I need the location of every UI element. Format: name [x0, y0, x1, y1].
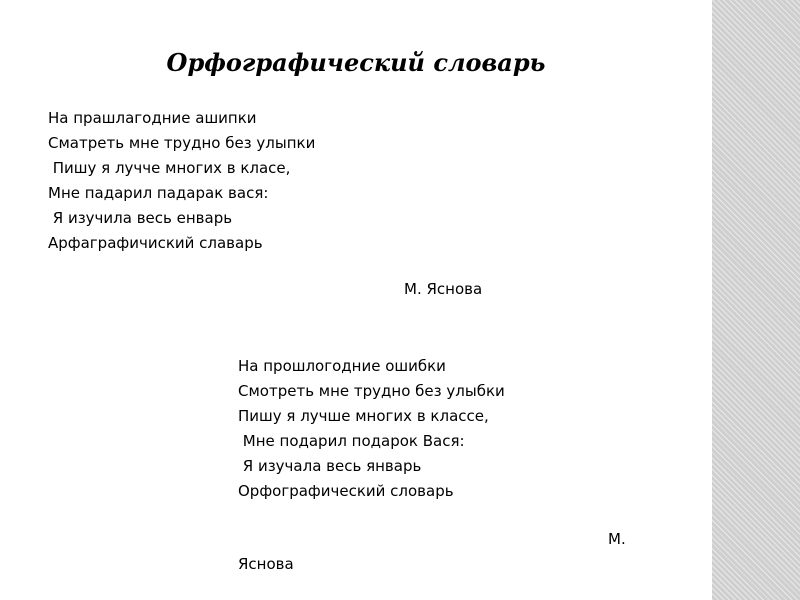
poem-corrected: [238, 354, 505, 504]
poem-with-errors: [48, 106, 315, 256]
poem-line: Я изучила весь енварь: [48, 209, 233, 227]
poem-line: Сматреть мне трудно без улыпки: [48, 134, 316, 152]
poem-line: Смотреть мне трудно без улыбки: [238, 382, 505, 400]
slide-title: Орфографический словарь: [166, 48, 546, 77]
poem-line: Я изучала весь январь: [238, 457, 422, 475]
poem-line: Орфографический словарь: [238, 482, 454, 500]
side-stripe-decoration: [712, 0, 800, 600]
poem-author: М. Яснова: [404, 280, 483, 298]
poem-line: Пишу я лучше многих в классе,: [238, 407, 489, 425]
poem-author-surname: Яснова: [238, 555, 294, 573]
poem-line: Мне падарил падарак вася:: [48, 184, 269, 202]
poem-line: На прошлогодние ошибки: [238, 357, 446, 375]
poem-line: Пишу я лучче многих в класе,: [48, 159, 291, 177]
poem-line: Арфаграфичиский славарь: [48, 234, 263, 252]
poem-author-initial: М.: [608, 530, 626, 548]
poem-line: На прашлагодние ашипки: [48, 109, 257, 127]
poem-line: Мне подарил подарок Вася:: [238, 432, 465, 450]
